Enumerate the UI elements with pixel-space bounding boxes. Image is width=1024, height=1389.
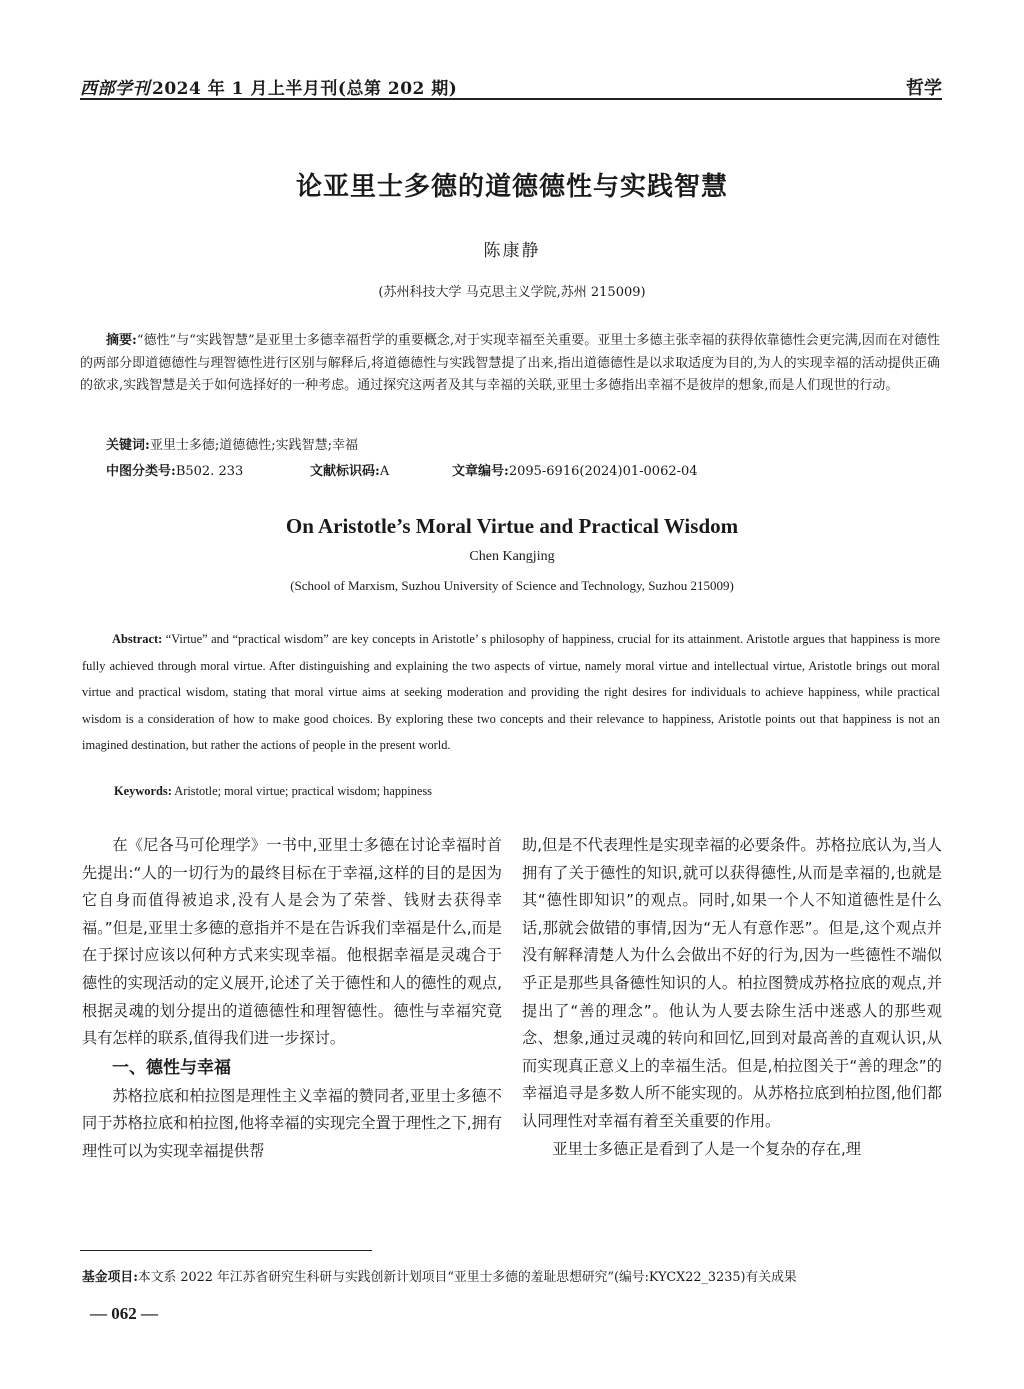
abstract-cn-label: 摘要: <box>106 333 137 348</box>
abstract-cn <box>80 330 940 398</box>
classification-meta <box>106 460 806 479</box>
author-en: Chen Kangjing <box>469 549 555 564</box>
footnote-rule <box>80 1250 372 1251</box>
affiliation-cn: (苏州科技大学 马克思主义学院,苏州 215009) <box>378 285 646 300</box>
keywords-cn-label: 关键词: <box>106 438 150 453</box>
abstract-en-label: Abstract: <box>112 632 163 646</box>
section-label: 哲学 <box>906 78 942 99</box>
abstract-en-text: “Virtue” and “practical wisdom” are key concepts in Aristotle’ s philosophy of happiness, crucial for its attainment. Aristotle argues that happiness is more fully achieved through moral virtue. After distinguishing and explaining the two aspects of virtue, namely moral virtue and intellectual virtue, Aristotle brings out moral virtue and practical wisdom, stating that moral virtue aims at seeking moderation and providing the right desires for individuals to achieve happiness, while practical wisdom is a consideration of how to make good choices. By exploring these two concepts and their relevance to happiness, Aristotle points out that happiness is not an imagined destination, but rather the actions of people in the present world. <box>82 632 940 753</box>
author-cn: 陈康静 <box>483 241 541 261</box>
paper-title-en: On Aristotle’s Moral Virtue and Practical Wisdom <box>285 514 739 538</box>
keywords-en-label: Keywords: <box>114 784 172 798</box>
doc-code-value: A <box>379 464 390 479</box>
body-paragraph: 亚里士多德正是看到了人是一个复杂的存在,理 <box>552 1139 861 1158</box>
doc-code-label: 文献标识码: <box>310 464 380 479</box>
keywords-en-text: Aristotle; moral virtue; practical wisdom; happiness <box>174 784 432 798</box>
affiliation-en: (School of Marxism, Suzhou University of Science and Technology, Suzhou 215009) <box>290 578 734 593</box>
body-column-left <box>82 832 502 1166</box>
body-column-right <box>522 832 942 1163</box>
funding-footnote <box>82 1266 952 1285</box>
abstract-en <box>82 626 940 759</box>
journal-name: 西部学刊 <box>80 79 150 99</box>
body-paragraph: 助,但是不代表理性是实现幸福的必要条件。苏格拉底认为,当人拥有了关于德性的知识,就可以获得德性,从而是幸福的,也就是其“德性即知识”的观点。同时,如果一个人不知道德性是什么话,那就会做错的事情,因为“无人有意作恶”。但是,这个观点并没有解释清楚人为什么会做出不好的行为,因为一些德性不端似乎正是那些具备德性知识的人。柏拉图赞成苏格拉底的观点,并提出了“善的理念”。他认为人要去除生活中迷惑人的那些观念、想象,通过灵魂的转向和回忆,回到对最高善的直观认识,从而实现真正意义上的幸福生活。但是,柏拉图关于“善的理念”的幸福追寻是多数人所不能实现的。从苏格拉底到柏拉图,他们都认同理性对幸福有着至关重要的作用。 <box>522 836 942 1130</box>
page-number: — 062 — <box>90 1304 158 1323</box>
article-no-value: 2095-6916(2024)01-0062-04 <box>508 464 698 479</box>
paper-title-cn: 论亚里士多德的道德德性与实践智慧 <box>295 172 728 202</box>
footnote-text: 本文系 2022 年江苏省研究生科研与实践创新计划项目“亚里士多德的羞耻思想研究”(编号:KYCX22_3235)有关成果 <box>137 1270 797 1285</box>
article-no-label: 文章编号: <box>452 464 509 479</box>
clc-value: B502. 233 <box>175 464 244 479</box>
keywords-cn-text: 亚里士多德;道德德性;实践智慧;幸福 <box>149 438 358 453</box>
section-heading: 一、德性与幸福 <box>112 1057 231 1078</box>
body-paragraph: 在《尼各马可伦理学》一书中,亚里士多德在讨论幸福时首先提出:“人的一切行为的最终目标在于幸福,这样的目的是因为它自身而值得被追求,没有人是会为了荣誉、钱财去获得幸福。”但是,亚里士多德的意指并不是在告诉我们幸福是什么,而是在于探讨应该以何种方式来实现幸福。他根据幸福是灵魂合于德性的实现活动的定义展开,论述了关于德性和人的德性的观点,根据灵魂的划分提出的道德德性和理智德性。德性与幸福究竟具有怎样的联系,值得我们进一步探讨。 <box>82 836 502 1048</box>
journal-issue: 2024 年 1 月上半月刊(总第 202 期) <box>152 79 458 99</box>
keywords-en <box>114 784 432 799</box>
header-rule <box>80 98 942 100</box>
abstract-cn-text: “德性”与“实践智慧”是亚里士多德幸福哲学的重要概念,对于实现幸福至关重要。亚里士多德主张幸福的获得依靠德性会更完满,因而在对德性的两部分即道德德性与理智德性进行区别与解释后,将道德德性与实践智慧提了出来,指出道德德性是以求取适度为目的,为人的实现幸福的活动提供正确的欲求,实践智慧是关于如何选择好的一种考虑。通过探究这两者及其与幸福的关联,亚里士多德指出幸福不是彼岸的想象,而是人们现世的行动。 <box>80 333 940 393</box>
keywords-cn <box>106 434 358 453</box>
running-header <box>80 74 457 99</box>
body-paragraph: 苏格拉底和柏拉图是理性主义幸福的赞同者,亚里士多德不同于苏格拉底和柏拉图,他将幸福的实现完全置于理性之下,拥有理性可以为实现幸福提供帮 <box>82 1086 502 1160</box>
clc-label: 中图分类号: <box>106 464 176 479</box>
footnote-label: 基金项目: <box>82 1270 138 1285</box>
